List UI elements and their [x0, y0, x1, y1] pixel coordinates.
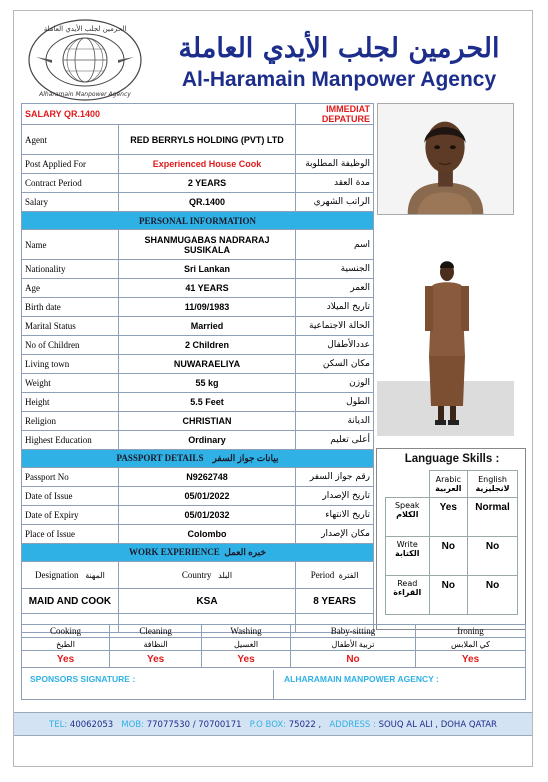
- row-label-ar: الكتابة: [395, 549, 420, 558]
- sponsor-signature-label: SPONSORS SIGNATURE :: [30, 674, 136, 684]
- passport-heading: [22, 450, 374, 468]
- field-label-ar: عددالأطفال: [296, 336, 374, 355]
- field-label-ar: مكان السكن: [296, 355, 374, 374]
- work-experience-heading: [22, 544, 374, 562]
- field-label: Name: [22, 230, 119, 260]
- field-label: Religion: [22, 412, 119, 431]
- pobox-value: 75022 ,: [288, 720, 322, 730]
- field-label-ar: تاريخ الميلاد: [296, 298, 374, 317]
- info-row: [22, 412, 374, 431]
- language-header-row: [386, 471, 518, 498]
- arabic-label: Arabic: [435, 475, 461, 484]
- field-value: QR.1400: [118, 193, 295, 212]
- field-value: CHRISTIAN: [118, 412, 295, 431]
- field-label-ar: الراتب الشهري: [296, 193, 374, 212]
- period-value: 8 YEARS: [296, 589, 374, 614]
- skills-value-row: [22, 651, 526, 668]
- passport-heading-en: PASSPORT DETAILS: [116, 453, 204, 463]
- field-value: SHANMUGABAS NADRARAJ SUSIKALA: [118, 230, 295, 260]
- field-value: Sri Lankan: [118, 260, 295, 279]
- work-header-row: [22, 562, 374, 589]
- contact-footer: [14, 712, 532, 736]
- skill-value: Yes: [110, 651, 202, 668]
- field-label: Place of Issue: [22, 525, 119, 544]
- field-value: Married: [118, 317, 295, 336]
- skill-label: Cleaning: [110, 625, 202, 638]
- section-heading-row: [22, 450, 374, 468]
- field-label-ar: الطول: [296, 393, 374, 412]
- skill-label: Baby-sitting: [290, 625, 415, 638]
- field-label: Salary: [22, 193, 119, 212]
- info-row: [22, 193, 374, 212]
- field-label-ar: الحالة الاجتماعية: [296, 317, 374, 336]
- arabic-level: No: [429, 537, 468, 576]
- info-row: [22, 317, 374, 336]
- field-label: Marital Status: [22, 317, 119, 336]
- field-value: 2 Children: [118, 336, 295, 355]
- skill-label-ar: تربية الأطفال: [290, 638, 415, 651]
- field-label: Highest Education: [22, 431, 119, 450]
- info-row: [22, 155, 374, 174]
- field-label-ar: مدة العقد: [296, 174, 374, 193]
- designation-col-header: [22, 562, 119, 589]
- english-level: Normal: [468, 498, 518, 537]
- language-row: [386, 537, 518, 576]
- field-label-ar: تاريخ الإصدار: [296, 487, 374, 506]
- arabic-label-ar: العربية: [435, 484, 462, 493]
- field-value: 5.5 Feet: [118, 393, 295, 412]
- agency-title-arabic: الحرمين لجلب الأيدي العاملة: [178, 33, 500, 64]
- field-label: Age: [22, 279, 119, 298]
- field-label: Height: [22, 393, 119, 412]
- field-label-ar: رقم جواز السفر: [296, 468, 374, 487]
- designation-label-ar: المهنة: [85, 571, 105, 580]
- logo-text-en: Alharamain Manpower Agency: [39, 91, 131, 98]
- skill-label-ar: النظافة: [110, 638, 202, 651]
- info-row: [22, 355, 374, 374]
- field-value: 05/01/2032: [118, 506, 295, 525]
- field-label: Agent: [22, 125, 119, 155]
- agency-logo: [26, 17, 144, 103]
- english-level: No: [468, 576, 518, 615]
- field-label: No of Children: [22, 336, 119, 355]
- language-row-label: [386, 576, 430, 615]
- language-table: [385, 470, 518, 615]
- english-label: English: [478, 475, 507, 484]
- field-value: 11/09/1983: [118, 298, 295, 317]
- signature-divider: [273, 670, 274, 699]
- info-row: [22, 125, 374, 155]
- field-label-ar: الوزن: [296, 374, 374, 393]
- info-row: [22, 487, 374, 506]
- skill-label-ar: الطبخ: [22, 638, 110, 651]
- field-value: N9262748: [118, 468, 295, 487]
- field-label: Date of Expiry: [22, 506, 119, 525]
- logo-text-ar: الحرمين لجلب الأيدي العاملة: [43, 25, 127, 33]
- skill-label: Ironing: [416, 625, 526, 638]
- section-heading-row: [22, 212, 374, 230]
- field-value: NUWARAELIYA: [118, 355, 295, 374]
- field-value: 41 YEARS: [118, 279, 295, 298]
- row-label-ar: القراءة: [393, 588, 422, 597]
- field-label: Passport No: [22, 468, 119, 487]
- field-value: 55 kg: [118, 374, 295, 393]
- skill-value: Yes: [202, 651, 291, 668]
- english-level: No: [468, 537, 518, 576]
- agency-signature-label: ALHARAMAIN MANPOWER AGENCY :: [284, 674, 439, 684]
- passport-heading-ar: بيانات جواز السفر: [212, 453, 279, 463]
- english-col-header: [468, 471, 518, 498]
- work-heading-en: WORK EXPERIENCE: [128, 547, 220, 557]
- cv-table: [21, 103, 374, 633]
- field-label-ar: الديانة: [296, 412, 374, 431]
- info-row: [22, 525, 374, 544]
- field-label: Contract Period: [22, 174, 119, 193]
- arabic-level: Yes: [429, 498, 468, 537]
- designation-value: MAID AND COOK: [22, 589, 119, 614]
- field-label-ar: تاريخ الانتهاء: [296, 506, 374, 525]
- field-value: RED BERRYLS HOLDING (PVT) LTD: [118, 125, 295, 155]
- info-row: [22, 336, 374, 355]
- address-label: ADDRESS :: [329, 720, 376, 730]
- work-heading-ar: خبره العمل: [224, 547, 267, 557]
- field-label-ar: اسم: [296, 230, 374, 260]
- country-label-ar: البلد: [218, 571, 233, 580]
- field-value: Experienced House Cook: [118, 155, 295, 174]
- info-row: [22, 260, 374, 279]
- portrait-photo: [377, 103, 514, 215]
- field-label-ar: العمر: [296, 279, 374, 298]
- skills-label-row: [22, 625, 526, 638]
- cv-page: [13, 10, 533, 767]
- info-row: [22, 298, 374, 317]
- departure-status: IMMEDIAT DEPATURE: [296, 104, 374, 125]
- period-label-ar: الفترة: [338, 571, 359, 580]
- info-row: [22, 174, 374, 193]
- country-label: Country: [181, 570, 212, 580]
- full-body-photo: [377, 256, 514, 436]
- designation-label: Designation: [34, 570, 79, 580]
- skill-value: No: [290, 651, 415, 668]
- period-col-header: [296, 562, 374, 589]
- field-label: Birth date: [22, 298, 119, 317]
- field-value: 2 YEARS: [118, 174, 295, 193]
- field-label: Date of Issue: [22, 487, 119, 506]
- info-row: [22, 230, 374, 260]
- field-label-ar: أعلى تعليم: [296, 431, 374, 450]
- tel-value: 40062053: [69, 720, 114, 730]
- tel-label: TEL:: [49, 720, 68, 730]
- mob-label: MOB:: [121, 720, 145, 730]
- arabic-col-header: [429, 471, 468, 498]
- info-row: [22, 374, 374, 393]
- field-label-ar: مكان الإصدار: [296, 525, 374, 544]
- arabic-level: No: [429, 576, 468, 615]
- section-heading-row: [22, 544, 374, 562]
- field-label-ar: الجنسية: [296, 260, 374, 279]
- work-value-row: [22, 589, 374, 614]
- info-row: [22, 431, 374, 450]
- info-row: [22, 393, 374, 412]
- row-label-en: Speak: [394, 501, 420, 510]
- summary-row: [22, 104, 374, 125]
- skills-table: [21, 624, 526, 668]
- language-row-label: [386, 537, 430, 576]
- personal-info-heading: PERSONAL INFORMATION: [22, 212, 374, 230]
- skill-value: Yes: [416, 651, 526, 668]
- info-row: [22, 506, 374, 525]
- language-skills-title: Language Skills :: [404, 453, 500, 465]
- field-label: Living town: [22, 355, 119, 374]
- field-label-ar: [296, 125, 374, 155]
- skills-label-ar-row: [22, 638, 526, 651]
- skill-label-ar: الغسيل: [202, 638, 291, 651]
- field-value: Ordinary: [118, 431, 295, 450]
- field-label: Nationality: [22, 260, 119, 279]
- skill-label: Washing: [202, 625, 291, 638]
- mob-value: 77077530 / 70700171: [146, 720, 242, 730]
- address-value: SOUQ AL ALI , DOHA QATAR: [378, 720, 497, 730]
- country-value: KSA: [118, 589, 295, 614]
- language-row: [386, 576, 518, 615]
- row-label-en: Write: [396, 540, 418, 549]
- row-label-en: Read: [397, 579, 418, 588]
- english-label-ar: لانجليزية: [475, 484, 510, 493]
- info-row: [22, 279, 374, 298]
- skill-label-ar: كي الملابس: [416, 638, 526, 651]
- field-label: Weight: [22, 374, 119, 393]
- field-label: Post Applied For: [22, 155, 119, 174]
- pobox-label: P.O BOX:: [249, 720, 287, 730]
- skill-value: Yes: [22, 651, 110, 668]
- language-row: [386, 498, 518, 537]
- field-label-ar: الوظيفة المطلوبة: [296, 155, 374, 174]
- skill-label: Cooking: [22, 625, 110, 638]
- language-skills-box: [376, 448, 526, 630]
- field-value: 05/01/2022: [118, 487, 295, 506]
- country-col-header: [118, 562, 295, 589]
- info-row: [22, 468, 374, 487]
- agency-title-english: Al-Haramain Manpower Agency: [181, 68, 497, 91]
- salary-summary: SALARY QR.1400: [22, 104, 296, 125]
- period-label: Period: [310, 570, 335, 580]
- row-label-ar: الكلام: [396, 510, 419, 519]
- language-row-label: [386, 498, 430, 537]
- field-value: Colombo: [118, 525, 295, 544]
- signature-box: [21, 667, 526, 700]
